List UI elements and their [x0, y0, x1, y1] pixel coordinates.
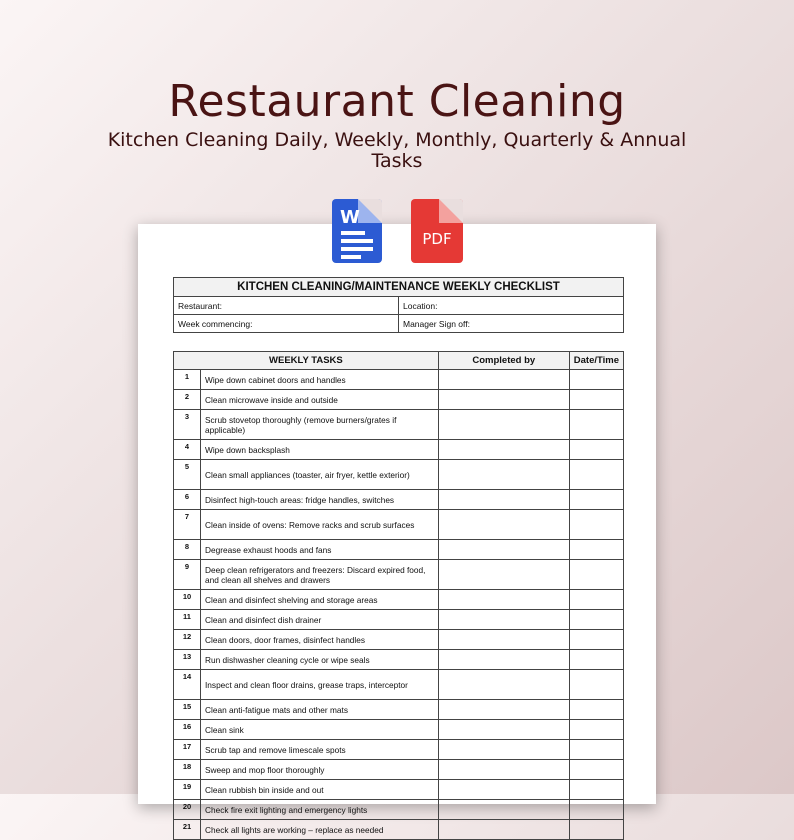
completed-by-cell	[438, 630, 569, 650]
table-row	[174, 780, 624, 800]
completed-by-cell	[438, 700, 569, 720]
column-header-completed-by: Completed by	[438, 352, 569, 370]
location-field: Location:	[399, 297, 624, 315]
completed-by-cell	[438, 410, 569, 440]
manager-sign-off-field: Manager Sign off:	[399, 315, 624, 333]
task-description: Clean anti-fatigue mats and other mats	[201, 700, 439, 720]
pdf-document-icon	[411, 199, 463, 263]
table-row	[174, 390, 624, 410]
task-description: Wipe down cabinet doors and handles	[201, 370, 439, 390]
table-row	[174, 560, 624, 590]
date-time-cell	[569, 510, 623, 540]
completed-by-cell	[438, 650, 569, 670]
task-number: 21	[174, 820, 201, 840]
task-number: 6	[174, 490, 201, 510]
task-description: Check all lights are working – replace as needed	[201, 820, 439, 840]
task-description: Clean and disinfect dish drainer	[201, 610, 439, 630]
table-row	[174, 490, 624, 510]
task-number: 7	[174, 510, 201, 540]
completed-by-cell	[438, 590, 569, 610]
task-number: 10	[174, 590, 201, 610]
word-letter: W	[340, 207, 360, 228]
table-row	[174, 630, 624, 650]
task-description: Run dishwasher cleaning cycle or wipe seals	[201, 650, 439, 670]
date-time-cell	[569, 630, 623, 650]
task-rows	[174, 370, 624, 840]
table-row	[174, 760, 624, 780]
table-row	[174, 650, 624, 670]
date-time-cell	[569, 460, 623, 490]
date-time-cell	[569, 410, 623, 440]
task-number: 15	[174, 700, 201, 720]
table-row	[174, 700, 624, 720]
pdf-label: PDF	[422, 230, 452, 248]
task-number: 5	[174, 460, 201, 490]
completed-by-cell	[438, 440, 569, 460]
completed-by-cell	[438, 560, 569, 590]
task-description: Scrub stovetop thoroughly (remove burners/grates if applicable)	[201, 410, 439, 440]
task-number: 9	[174, 560, 201, 590]
task-number: 13	[174, 650, 201, 670]
table-row	[174, 440, 624, 460]
task-number: 14	[174, 670, 201, 700]
task-description: Deep clean refrigerators and freezers: Discard expired food, and clean all shelves and drawers	[201, 560, 439, 590]
page-title: Restaurant Cleaning	[168, 76, 626, 127]
completed-by-cell	[438, 390, 569, 410]
completed-by-cell	[438, 720, 569, 740]
date-time-cell	[569, 780, 623, 800]
date-time-cell	[569, 820, 623, 840]
document-preview	[138, 224, 656, 835]
date-time-cell	[569, 650, 623, 670]
date-time-cell	[569, 610, 623, 630]
task-description: Clean inside of ovens: Remove racks and scrub surfaces	[201, 510, 439, 540]
task-description: Check fire exit lighting and emergency lights	[201, 800, 439, 820]
table-row	[174, 800, 624, 820]
completed-by-cell	[438, 780, 569, 800]
date-time-cell	[569, 800, 623, 820]
task-number: 2	[174, 390, 201, 410]
task-number: 16	[174, 720, 201, 740]
completed-by-cell	[438, 820, 569, 840]
completed-by-cell	[438, 760, 569, 780]
completed-by-cell	[438, 370, 569, 390]
task-description: Clean small appliances (toaster, air fryer, kettle exterior)	[201, 460, 439, 490]
task-description: Clean sink	[201, 720, 439, 740]
table-row	[174, 370, 624, 390]
task-number: 1	[174, 370, 201, 390]
word-document-icon	[332, 199, 382, 263]
table-row	[174, 720, 624, 740]
task-description: Scrub tap and remove limescale spots	[201, 740, 439, 760]
task-number: 11	[174, 610, 201, 630]
table-row	[174, 610, 624, 630]
task-description: Clean rubbish bin inside and out	[201, 780, 439, 800]
task-description: Degrease exhaust hoods and fans	[201, 540, 439, 560]
completed-by-cell	[438, 540, 569, 560]
date-time-cell	[569, 490, 623, 510]
date-time-cell	[569, 670, 623, 700]
week-commencing-field: Week commencing:	[174, 315, 399, 333]
table-row	[174, 540, 624, 560]
date-time-cell	[569, 720, 623, 740]
checklist-header-table	[173, 277, 624, 333]
checklist-title: KITCHEN CLEANING/MAINTENANCE WEEKLY CHECKLIST	[174, 278, 624, 297]
completed-by-cell	[438, 610, 569, 630]
task-number: 12	[174, 630, 201, 650]
date-time-cell	[569, 760, 623, 780]
task-number: 3	[174, 410, 201, 440]
page-subtitle: Kitchen Cleaning Daily, Weekly, Monthly, Quarterly & Annual Tasks	[107, 129, 687, 172]
task-description: Clean microwave inside and outside	[201, 390, 439, 410]
table-row	[174, 740, 624, 760]
task-number: 19	[174, 780, 201, 800]
task-number: 8	[174, 540, 201, 560]
restaurant-field: Restaurant:	[174, 297, 399, 315]
column-header-tasks: WEEKLY TASKS	[174, 352, 439, 370]
completed-by-cell	[438, 670, 569, 700]
task-number: 17	[174, 740, 201, 760]
task-description: Clean doors, door frames, disinfect handles	[201, 630, 439, 650]
table-row	[174, 410, 624, 440]
task-description: Inspect and clean floor drains, grease traps, interceptor	[201, 670, 439, 700]
completed-by-cell	[438, 740, 569, 760]
date-time-cell	[569, 740, 623, 760]
column-header-date-time: Date/Time	[569, 352, 623, 370]
table-row	[174, 670, 624, 700]
task-description: Wipe down backsplash	[201, 440, 439, 460]
table-row	[174, 590, 624, 610]
table-row	[174, 820, 624, 840]
date-time-cell	[569, 440, 623, 460]
date-time-cell	[569, 540, 623, 560]
completed-by-cell	[438, 800, 569, 820]
task-description: Clean and disinfect shelving and storage areas	[201, 590, 439, 610]
completed-by-cell	[438, 490, 569, 510]
date-time-cell	[569, 560, 623, 590]
table-row	[174, 510, 624, 540]
completed-by-cell	[438, 460, 569, 490]
completed-by-cell	[438, 510, 569, 540]
date-time-cell	[569, 370, 623, 390]
task-description: Disinfect high-touch areas: fridge handles, switches	[201, 490, 439, 510]
weekly-tasks-table	[173, 351, 624, 840]
task-description: Sweep and mop floor thoroughly	[201, 760, 439, 780]
date-time-cell	[569, 700, 623, 720]
task-number: 4	[174, 440, 201, 460]
task-number: 20	[174, 800, 201, 820]
table-row	[174, 460, 624, 490]
date-time-cell	[569, 590, 623, 610]
date-time-cell	[569, 390, 623, 410]
task-number: 18	[174, 760, 201, 780]
